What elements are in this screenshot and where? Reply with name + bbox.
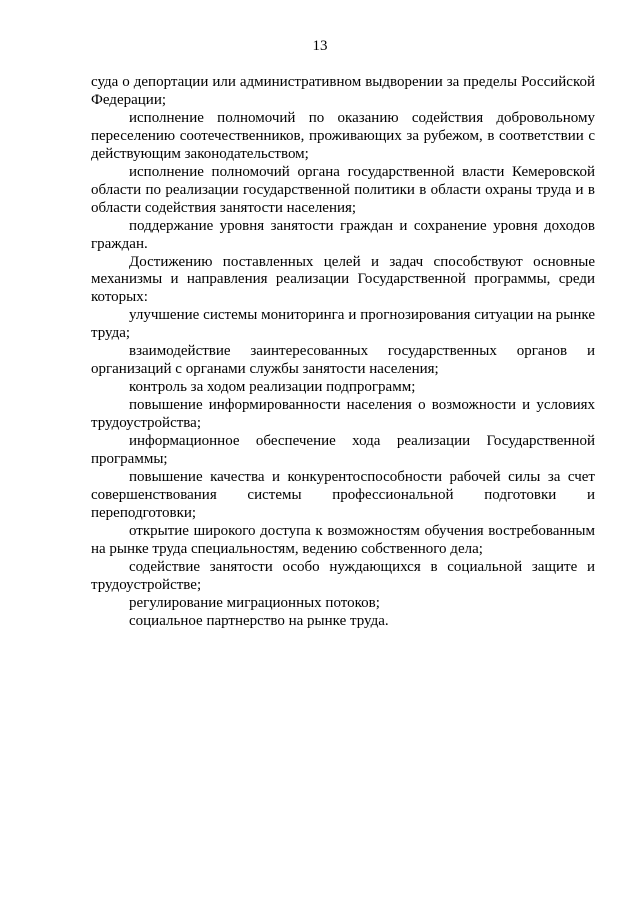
paragraph: Достижению поставленных целей и задач способствуют основные механизмы и направления реализации Государственной программы, среди которых: [91,253,595,306]
document-body [91,74,595,631]
list-item: открытие широкого доступа к возможностям обучения востребованным на рынке труда специальностям, ведению собственного дела; [91,522,595,557]
list-item: повышение информированности населения о возможности и условиях трудоустройства; [91,397,595,432]
list-item: улучшение системы мониторинга и прогнозирования ситуации на рынке труда; [91,307,595,342]
list-item: социальное партнерство на рынке труда. [129,612,389,629]
paragraph: поддержание уровня занятости граждан и сохранение уровня доходов граждан. [91,217,595,252]
list-item: взаимодействие заинтересованных государственных органов и организаций с органами службы занятости населения; [91,343,595,378]
list-item: информационное обеспечение хода реализации Государственной программы; [91,433,595,468]
paragraph-continuation: суда о депортации или административном выдворении за пределы Российской Федерации; [91,74,595,108]
paragraph: исполнение полномочий по оказанию содействия добровольному переселению соотечественников, проживающих за рубежом, в соответствии с действующим законодательством; [91,109,595,162]
list-item: контроль за ходом реализации подпрограмм; [129,379,416,396]
list-item: повышение качества и конкурентоспособности рабочей силы за счет совершенствования системы профессиональной подготовки и переподготовки; [91,468,595,521]
list-item: содействие занятости особо нуждающихся в социальной защите и трудоустройстве; [91,558,595,593]
paragraph: исполнение полномочий органа государственной власти Кемеровской области по реализации государственной политики в области охраны труда и в области содействия занятости населения; [91,163,595,216]
list-item: регулирование миграционных потоков; [129,594,380,611]
page-number: 13 [312,38,328,54]
